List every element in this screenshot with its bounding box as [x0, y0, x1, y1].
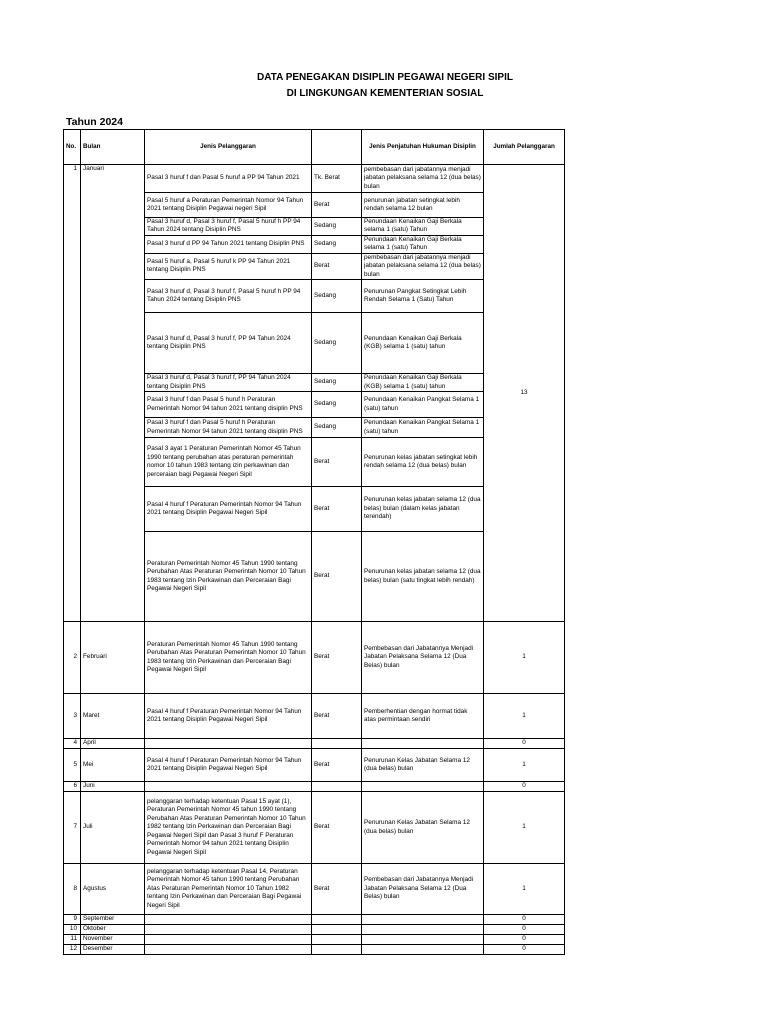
severity-cell [312, 935, 362, 945]
severity-cell: Sedang [312, 392, 362, 418]
penalty-cell: Penurunan Kelas Jabatan Selama 12 (dua belas) bulan [362, 749, 484, 782]
violation-cell: pelanggaran terhadap ketentuan Pasal 15 ayat (1), Peraturan Pemerintah Nomor 45 tahun 1990 tentang Perubahan Atas Peraturan Pemerintah Nomor 10 Tahun 1982 tentang Izin Perkawinan dan Perceraian Bagi Pegawai Negeri Sipil dan Pasal 3 huruf F Peraturan Pemerintah Nomor 94 tahun 2021 tentang Disiplin Pegawai Negeri Sipil [145, 792, 312, 864]
month-number: 7 [64, 792, 81, 864]
severity-cell: Berat [312, 622, 362, 694]
severity-cell [312, 925, 362, 935]
violation-cell: Pasal 4 huruf f Peraturan Pemerintah Nomor 94 Tahun 2021 tentang Disiplin Pegawai Negeri Sipil [145, 694, 312, 739]
penalty-cell: Pemberhentian dengan hormat tidak atas permintaan sendiri [362, 694, 484, 739]
month-name: Juli [81, 792, 145, 864]
violation-cell: Pasal 3 huruf f dan Pasal 5 huruf h Peraturan Pemerintah Nomor 94 tahun 2021 tentang disiplin PNS [145, 392, 312, 418]
table-header-row [64, 130, 565, 165]
penalty-cell [362, 739, 484, 749]
penalty-cell: Pembebasan dari Jabatannya Menjadi Jabatan Pelaksana Selama 12 (Dua Belas) bulan [362, 864, 484, 915]
severity-cell: Sedang [312, 218, 362, 236]
penalty-cell [362, 935, 484, 945]
penalty-cell: Penundaan Kenaikan Gaji Berkala (KGB) selama 1 (satu) tahun [362, 313, 484, 374]
violation-cell: Pasal 3 huruf d, Pasal 3 huruf f, PP 94 Tahun 2024 tentang Disiplin PNS [145, 313, 312, 374]
severity-cell: Tk. Berat [312, 165, 362, 193]
severity-cell: Sedang [312, 280, 362, 313]
penalty-cell: Penurunan kelas jabatan selama 12 (dua belas) bulan (satu tingkat lebih rendah) [362, 532, 484, 622]
table-row [64, 165, 565, 193]
penalty-cell [362, 782, 484, 792]
month-number: 11 [64, 935, 81, 945]
table-row [64, 925, 565, 935]
severity-cell: Berat [312, 532, 362, 622]
violation-cell [145, 925, 312, 935]
month-number: 4 [64, 739, 81, 749]
violation-cell [145, 782, 312, 792]
month-number: 6 [64, 782, 81, 792]
month-name: Oktober [81, 925, 145, 935]
document-subtitle: DI LINGKUNGAN KEMENTERIAN SOSIAL [286, 88, 484, 99]
violation-count: 1 [484, 622, 565, 694]
violation-cell: Pasal 4 huruf f Peraturan Pemerintah Nomor 94 Tahun 2021 tentang Disiplin Pegawai Negeri Sipil [145, 487, 312, 532]
penalty-cell: Penundaan Kenaikan Pangkat Selama 1 (satu) tahun [362, 418, 484, 438]
year-label: Tahun 2024 [66, 116, 123, 128]
severity-cell: Berat [312, 694, 362, 739]
violation-cell: Pasal 3 huruf f dan Pasal 5 huruf h Peraturan Pemerintah Nomor 94 tahun 2021 tentang disiplin PNS [145, 418, 312, 438]
violation-count: 0 [484, 945, 565, 955]
table-row [64, 694, 565, 739]
table-row [64, 915, 565, 925]
month-number: 1 [64, 165, 81, 622]
violation-cell: Peraturan Pemerintah Nomor 45 Tahun 1990 tentang Perubahan Atas Peraturan Pemerintah Nomor 10 Tahun 1983 tentang Izin Perkawinan dan Perceraian Bagi Pegawai Negeri Sipil [145, 622, 312, 694]
severity-cell: Sedang [312, 313, 362, 374]
violation-cell: Pasal 5 huruf a, Pasal 5 huruf k PP 94 Tahun 2021 tentang Disiplin PNS [145, 253, 312, 279]
severity-cell: Sedang [312, 374, 362, 392]
violation-count: 0 [484, 915, 565, 925]
table-row [64, 935, 565, 945]
penalty-cell: Penundaan Kenaikan Gaji Berkala selama 1 (satu) Tahun [362, 218, 484, 236]
violation-count: 1 [484, 864, 565, 915]
month-name: Februari [81, 622, 145, 694]
month-name: Desember [81, 945, 145, 955]
penalty-cell: Penurunan kelas jabatan setingkat lebih rendah selama 12 (dua belas) bulan [362, 438, 484, 487]
violation-cell: pelanggaran terhadap ketentuan Pasal 14, Peraturan Pemerintah Nomor 45 tahun 1990 tentang Perubahan Atas Peraturan Pemerintah Nomor 10 Tahun 1982 tentang Izin Perkawinan dan Perceraian Bagi Pegawai Negeri Sipil [145, 864, 312, 915]
severity-cell: Berat [312, 193, 362, 218]
discipline-table [63, 129, 565, 955]
violation-cell [145, 935, 312, 945]
severity-cell [312, 915, 362, 925]
severity-cell: Sedang [312, 235, 362, 253]
violation-cell: Pasal 3 huruf d, Pasal 3 huruf f, Pasal 5 huruf h PP 94 Tahun 2024 tentang Disiplin PNS [145, 218, 312, 236]
header-jumlah: Jumlah Pelanggaran [484, 130, 565, 165]
penalty-cell: Pembebasan dari Jabatannya Menjadi Jabatan Pelaksana Selama 12 (Dua Belas) bulan [362, 622, 484, 694]
violation-cell: Pasal 3 huruf d, Pasal 3 huruf f, PP 94 Tahun 2024 tentang Disiplin PNS [145, 374, 312, 392]
severity-cell: Berat [312, 438, 362, 487]
violation-count: 0 [484, 925, 565, 935]
penalty-cell [362, 925, 484, 935]
violation-cell: Pasal 3 huruf d PP 94 Tahun 2021 tentang Disiplin PNS [145, 235, 312, 253]
violation-cell [145, 915, 312, 925]
severity-cell: Berat [312, 792, 362, 864]
month-number: 5 [64, 749, 81, 782]
header-bulan: Bulan [81, 130, 145, 165]
violation-cell: Pasal 5 huruf a Peraturan Pemerintah Nomor 94 Tahun 2021 tentang Disiplin Pegawai negeri Sipil [145, 193, 312, 218]
penalty-cell: Penundaan Kenaikan Gaji Berkala selama 1 (satu) Tahun [362, 235, 484, 253]
header-no: No. [64, 130, 81, 165]
violation-count: 1 [484, 694, 565, 739]
penalty-cell: pembebasan dari jabatannya menjadi jabatan pelaksana selama 12 (dua belas) bulan [362, 253, 484, 279]
violation-cell: Pasal 3 ayat 1 Peraturan Pemerintah Nomor 45 Tahun 1990 tentang perubahan atas peraturan pemerintah nomor 10 tahun 1983 tentang izin perkawinan dan perceraian bagi Pegawai Negeri Sipil [145, 438, 312, 487]
violation-cell: Pasal 3 huruf f dan Pasal 5 huruf a PP 94 Tahun 2021 [145, 165, 312, 193]
month-name: Januari [81, 165, 145, 622]
table-row [64, 739, 565, 749]
severity-cell: Berat [312, 253, 362, 279]
violation-count: 0 [484, 739, 565, 749]
table-row [64, 792, 565, 864]
violation-cell: Pasal 3 huruf d, Pasal 3 huruf f, Pasal 5 huruf h PP 94 Tahun 2024 tentang Disiplin PNS [145, 280, 312, 313]
penalty-cell: Penundaan Kenaikan Gaji Berkala (KGB) selama 1 (satu) tahun [362, 374, 484, 392]
table-row [64, 945, 565, 955]
penalty-cell [362, 915, 484, 925]
violation-count: 0 [484, 782, 565, 792]
month-number: 3 [64, 694, 81, 739]
severity-cell [312, 782, 362, 792]
penalty-cell: Penundaan Kenaikan Pangkat Selama 1 (satu) tahun [362, 392, 484, 418]
month-number: 8 [64, 864, 81, 915]
violation-count: 13 [484, 165, 565, 622]
month-number: 9 [64, 915, 81, 925]
month-number: 12 [64, 945, 81, 955]
month-name: April [81, 739, 145, 749]
header-jenis-hukuman: Jenis Penjatuhan Hukuman Disiplin [362, 130, 484, 165]
month-name: Juni [81, 782, 145, 792]
violation-count: 0 [484, 935, 565, 945]
month-name: Agustus [81, 864, 145, 915]
severity-cell: Berat [312, 749, 362, 782]
table-row [64, 782, 565, 792]
header-jenis-pelanggaran: Jenis Pelanggaran [145, 130, 312, 165]
violation-cell: Peraturan Pemerintah Nomor 45 Tahun 1990 tentang Perubahan Atas Peraturan Pemerintah Nomor 10 Tahun 1983 tentang Izin Perkawinan dan Perceraian Bagi Pegawai Negeri Sipil [145, 532, 312, 622]
severity-cell: Berat [312, 864, 362, 915]
severity-cell: Sedang [312, 418, 362, 438]
table-row [64, 622, 565, 694]
table-row [64, 749, 565, 782]
table-row [64, 864, 565, 915]
severity-cell [312, 945, 362, 955]
violation-count: 1 [484, 792, 565, 864]
penalty-cell: Penurunan Pangkat Setingkat Lebih Rendah Selama 1 (Satu) Tahun [362, 280, 484, 313]
month-name: Mei [81, 749, 145, 782]
month-name: Maret [81, 694, 145, 739]
document-title: DATA PENEGAKAN DISIPLIN PEGAWAI NEGERI SIPIL [257, 72, 513, 83]
month-number: 2 [64, 622, 81, 694]
severity-cell [312, 739, 362, 749]
header-tingkat [312, 130, 362, 165]
penalty-cell: penurunan jabatan setingkat lebih rendah selama 12 bulan [362, 193, 484, 218]
month-name: September [81, 915, 145, 925]
month-number: 10 [64, 925, 81, 935]
penalty-cell: pembebasan dari jabatannya menjadi jabatan pelaksana selama 12 (dua belas) bulan [362, 165, 484, 193]
penalty-cell: Penurunan kelas jabatan selama 12 (dua belas) bulan (dalam kelas jabatan terendah) [362, 487, 484, 532]
violation-cell [145, 739, 312, 749]
month-name: November [81, 935, 145, 945]
violation-cell: Pasal 4 huruf f Peraturan Pemerintah Nomor 94 Tahun 2021 tentang Disiplin Pegawai Negeri Sipil [145, 749, 312, 782]
severity-cell: Berat [312, 487, 362, 532]
violation-cell [145, 945, 312, 955]
penalty-cell: Penurunan Kelas Jabatan Selama 12 (dua belas) bulan [362, 792, 484, 864]
violation-count: 1 [484, 749, 565, 782]
penalty-cell [362, 945, 484, 955]
